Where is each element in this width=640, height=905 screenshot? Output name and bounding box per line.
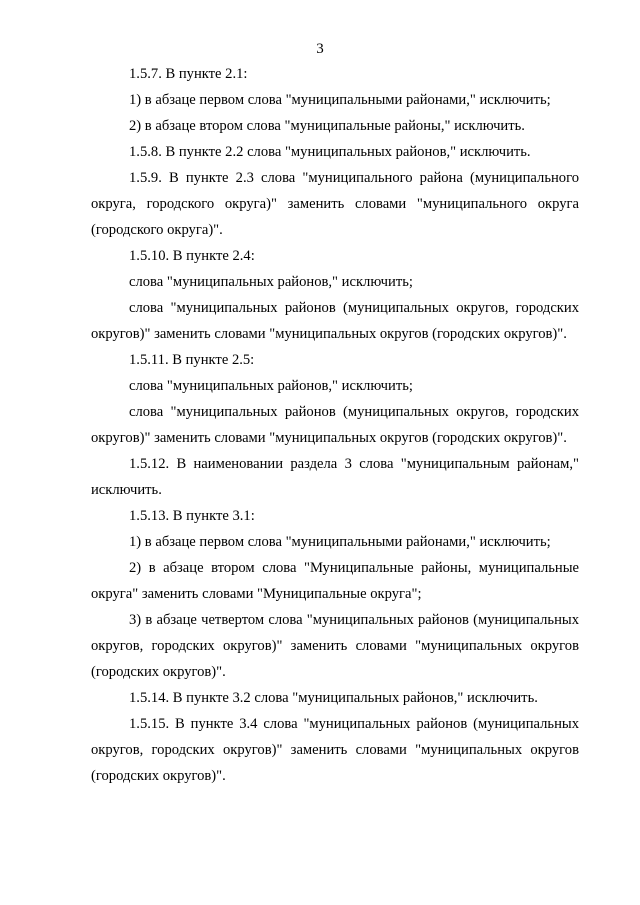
paragraph-1-5-8: 1.5.8. В пункте 2.2 слова "муниципальных районов," исключить. [129,144,531,160]
paragraph-1-5-9: 1.5.9. В пункте 2.3 слова "муниципального района (муниципального округа, городского округа)" заменить словами "муниципального округа (городского округа)". [91,170,579,238]
paragraph-1-5-11: 1.5.11. В пункте 2.5: [129,352,255,368]
paragraph-1-5-12: 1.5.12. В наименовании раздела 3 слова "муниципальным районам," исключить. [91,456,579,498]
paragraph-1-5-13-item-1: 1) в абзаце первом слова "муниципальными районами," исключить; [129,534,551,550]
paragraph-1-5-11-item-1: слова "муниципальных районов," исключить; [129,378,413,394]
document-body [91,61,579,789]
paragraph-1-5-7-item-2: 2) в абзаце втором слова "муниципальные районы," исключить. [129,118,525,134]
paragraph-1-5-10-item-1: слова "муниципальных районов," исключить; [129,274,413,290]
paragraph-1-5-7: 1.5.7. В пункте 2.1: [129,66,248,82]
paragraph-1-5-13-item-2: 2) в абзаце втором слова "Муниципальные районы, муниципальные округа" заменить словами "Муниципальные округа"; [91,560,579,602]
paragraph-1-5-10: 1.5.10. В пункте 2.4: [129,248,255,264]
paragraph-1-5-14: 1.5.14. В пункте 3.2 слова "муниципальных районов," исключить. [129,690,538,706]
paragraph-1-5-13: 1.5.13. В пункте 3.1: [129,508,255,524]
paragraph-1-5-7-item-1: 1) в абзаце первом слова "муниципальными районами," исключить; [129,92,551,108]
paragraph-1-5-15: 1.5.15. В пункте 3.4 слова "муниципальных районов (муниципальных округов, городских округов)" заменить словами "муниципальных округов (городских округов)". [91,716,579,784]
paragraph-1-5-13-item-3: 3) в абзаце четвертом слова "муниципальных районов (муниципальных округов, городских округов)" заменить словами "муниципальных округов (городских округов)". [91,612,579,680]
paragraph-1-5-11-item-2: слова "муниципальных районов (муниципальных округов, городских округов)" заменить словами "муниципальных округов (городских округов)". [91,404,579,446]
paragraph-1-5-10-item-2: слова "муниципальных районов (муниципальных округов, городских округов)" заменить словами "муниципальных округов (городских округов)". [91,300,579,342]
page-number: 3 [316,41,324,57]
